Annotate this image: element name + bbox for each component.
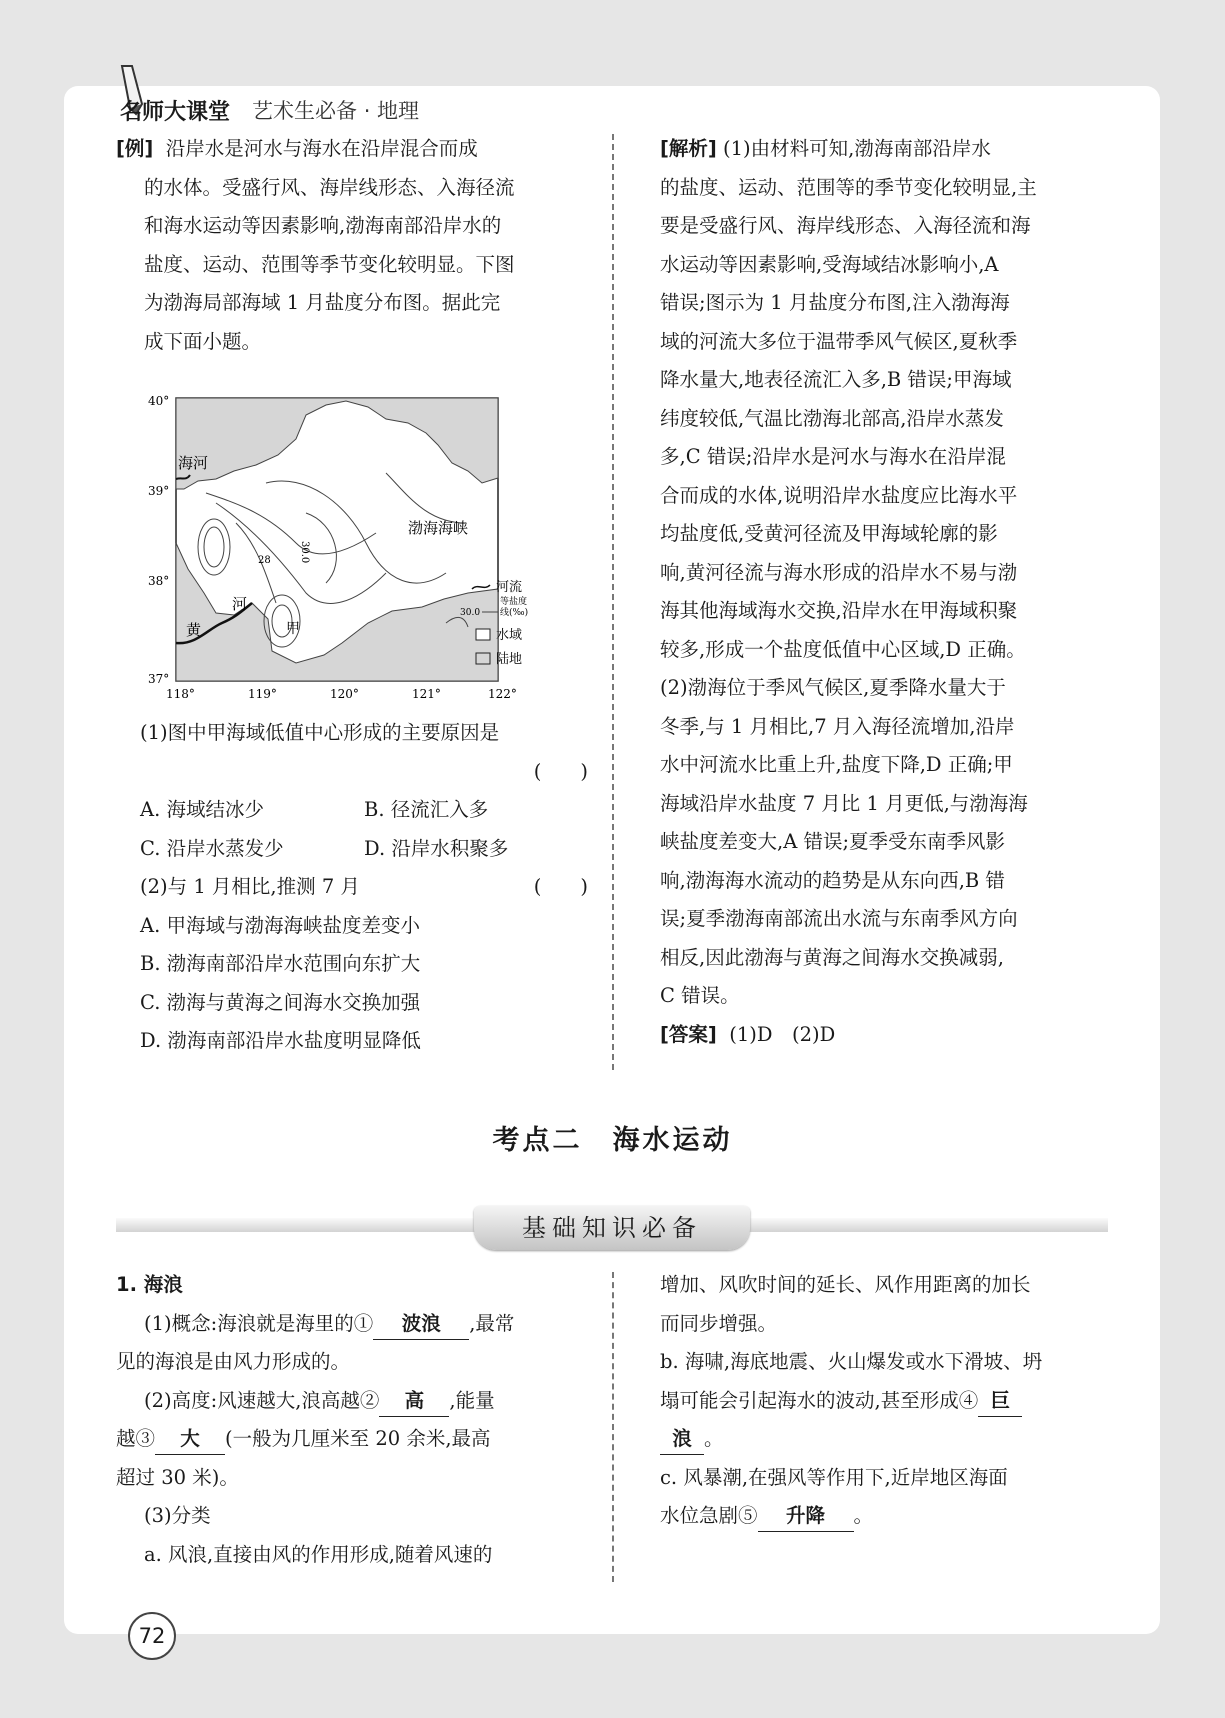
example-intro-line: 的水体。受盛行风、海岸线形态、入海径流 [144,175,515,199]
analysis-line: (2)渤海位于季风气候区,夏季降水量大于 [660,676,1006,699]
analysis-line: 错误;图示为 1 月盐度分布图,注入渤海海 [660,291,1010,314]
analysis-line: 降水量大,地表径流汇入多,B 错误;甲海域 [660,368,1012,391]
lon-label: 119° [248,687,277,701]
q1-options-row [140,791,588,830]
page-number: 72 [128,1612,176,1660]
fill-blank: 高 [379,1386,449,1417]
answer-line [660,1016,1112,1055]
analysis-line: 要是受盛行风、海岸线形态、入海径流和海 [660,214,1031,237]
option: B. 径流汇入多 [364,798,489,821]
analysis-line: 响,黄河径流与海水形成的沿岸水不易与渤 [660,560,1018,584]
lat-label: 39° [148,484,170,498]
lon-label: 122° [488,687,517,701]
knowledge-right [660,1266,1112,1536]
example-intro-line: 成下面小题。 [144,329,262,353]
knowledge-line: 塌可能会引起海水的波动,甚至形成④ 巨 [660,1382,1112,1421]
option: B. 渤海南部沿岸水范围向东扩大 [140,952,421,975]
analysis-line: 的盐度、运动、范围等的季节变化较明显,主 [660,175,1037,199]
q1-paren: ( ) [533,759,588,783]
lon-label: 120° [330,687,359,701]
analysis-line: 水运动等因素影响,受海域结冰影响小,A [660,252,999,276]
lat-label: 37° [148,672,170,686]
knowledge-line: 超过 30 米)。 [116,1465,239,1489]
legend-iso-value: 30.0 [460,608,481,618]
knowledge-line: 浪 。 [660,1420,1112,1459]
analysis-line: 较多,形成一个盐度低值中心区域,D 正确。 [660,637,1026,661]
lon-label: 118° [166,687,195,701]
q1-stem: (1)图中甲海域低值中心形成的主要原因是 [140,721,500,744]
label-he: 河 [232,595,248,613]
analysis-first-line: [解析] (1)由材料可知,渤海南部沿岸水 [660,137,991,160]
answer-text: (1)D (2)D [729,1022,836,1046]
example-tag: [例] [116,137,154,160]
lat-label: 40° [148,394,170,408]
legend-river: 河流 [496,580,523,595]
isohaline-value: 30.0 [299,541,310,564]
analysis-line: 水中河流水比重上升,盐度下降,D 正确;甲 [660,753,1013,776]
header-brand: 名师大课堂 [120,99,231,125]
option: C. 沿岸水蒸发少 [140,836,284,860]
option: C. 渤海与黄海之间海水交换加强 [140,990,421,1014]
example-column [116,130,588,361]
knowledge-line: 增加、风吹时间的延长、风作用距离的加长 [660,1273,1031,1296]
legend-land: 陆地 [496,652,523,667]
option: A. 海域结冰少 [140,798,264,821]
analysis-line: 海其他海域海水交换,沿岸水在甲海域积聚 [660,599,1018,622]
questions-column [140,714,588,1061]
section-title: 考点二 海水运动 [492,1125,733,1156]
label-jia: 甲 [286,621,300,637]
knowledge-line: b. 海啸,海底地震、火山爆发或水下滑坡、坍 [660,1350,1043,1373]
analysis-line: 响,渤海海水流动的趋势是从东向西,B 错 [660,868,1005,892]
analysis-line: 多,C 错误;沿岸水是河水与海水在沿岸混 [660,445,1006,468]
knowledge-line: a. 风浪,直接由风的作用形成,随着风速的 [144,1542,493,1566]
analysis-line: 域的河流大多位于温带季风气候区,夏秋季 [660,329,1018,353]
header-subtitle: 艺术生必备 · 地理 [252,99,420,123]
q2-stem: (2)与 1 月相比,推测 7 月 ( ) [140,868,588,907]
running-header [120,90,419,130]
knowledge-line: c. 风暴潮,在强风等作用下,近岸地区海面 [660,1465,1008,1489]
legend-iso-label: 等盐度 [500,597,528,607]
knowledge-line: (3)分类 [144,1504,211,1527]
knowledge-line: 见的海浪是由风力形成的。 [116,1350,351,1373]
knowledge-line: 越③ 大 (一般为几厘米至 20 余米,最高 [116,1420,588,1459]
q2-paren: ( ) [533,875,588,898]
option: D. 沿岸水积聚多 [364,836,509,860]
knowledge-heading: 1. 海浪 [116,1273,183,1296]
salinity-map [146,393,536,703]
analysis-line: 均盐度低,受黄河径流及甲海域轮廓的影 [660,522,998,545]
analysis-line: 合而成的水体,说明沿岸水盐度应比海水平 [660,483,1018,507]
option: D. 渤海南部沿岸水盐度明显降低 [140,1029,421,1052]
column-divider [612,134,614,1070]
fill-blank: 升降 [758,1501,854,1532]
knowledge-line: (2)高度:风速越大,浪高越② 高 ,能量 [116,1382,588,1421]
fill-blank: 浪 [660,1424,704,1455]
knowledge-line: 而同步增强。 [660,1311,778,1335]
example-intro-first: [例] 沿岸水是河水与海水在沿岸混合而成 [116,137,478,160]
analysis-tag: [解析] [660,137,717,160]
isohaline-value: 28 [258,555,271,566]
fill-blank: 巨 [978,1386,1022,1417]
analysis-line: 峡盐度差变大,A 错误;夏季受东南季风影 [660,830,1006,853]
q1-options-row [140,830,588,869]
legend-water: 水域 [496,628,523,643]
label-strait: 渤海海峡 [408,519,469,537]
analysis-line: 误;夏季渤海南部流出水流与东南季风方向 [660,907,1018,930]
example-intro-line: 盐度、运动、范围等季节变化较明显。下图 [144,252,515,276]
lon-label: 121° [412,687,441,701]
label-huang: 黄 [186,621,202,639]
example-intro-line: 为渤海局部海域 1 月盐度分布图。据此完 [144,291,501,314]
knowledge-line: (1)概念:海浪就是海里的① 波浪 ,最常 [116,1305,588,1344]
analysis-line: 冬季,与 1 月相比,7 月入海径流增加,沿岸 [660,714,1015,738]
example-intro-line: 和海水运动等因素影响,渤海南部沿岸水的 [144,214,502,237]
lat-label: 38° [148,574,170,588]
fill-blank: 大 [155,1424,225,1455]
fill-blank: 波浪 [373,1309,469,1340]
analysis-line: 相反,因此渤海与黄海之间海水交换减弱, [660,945,1004,969]
legend-iso-label: 线(‰) [500,608,529,618]
banner-label: 基础知识必备 [474,1206,750,1250]
answer-tag: [答案] [660,1022,717,1046]
knowledge-line: 水位急剧⑤ 升降 。 [660,1497,1112,1536]
label-haihe: 海河 [178,454,209,472]
column-divider [612,1272,614,1582]
analysis-line: C 错误。 [660,984,740,1007]
analysis-line: 海域沿岸水盐度 7 月比 1 月更低,与渤海海 [660,791,1028,815]
analysis-column [660,130,1112,1054]
analysis-line: 纬度较低,气温比渤海北部高,沿岸水蒸发 [660,406,1004,430]
option: A. 甲海域与渤海海峡盐度差变小 [140,913,420,937]
knowledge-left [116,1266,588,1574]
